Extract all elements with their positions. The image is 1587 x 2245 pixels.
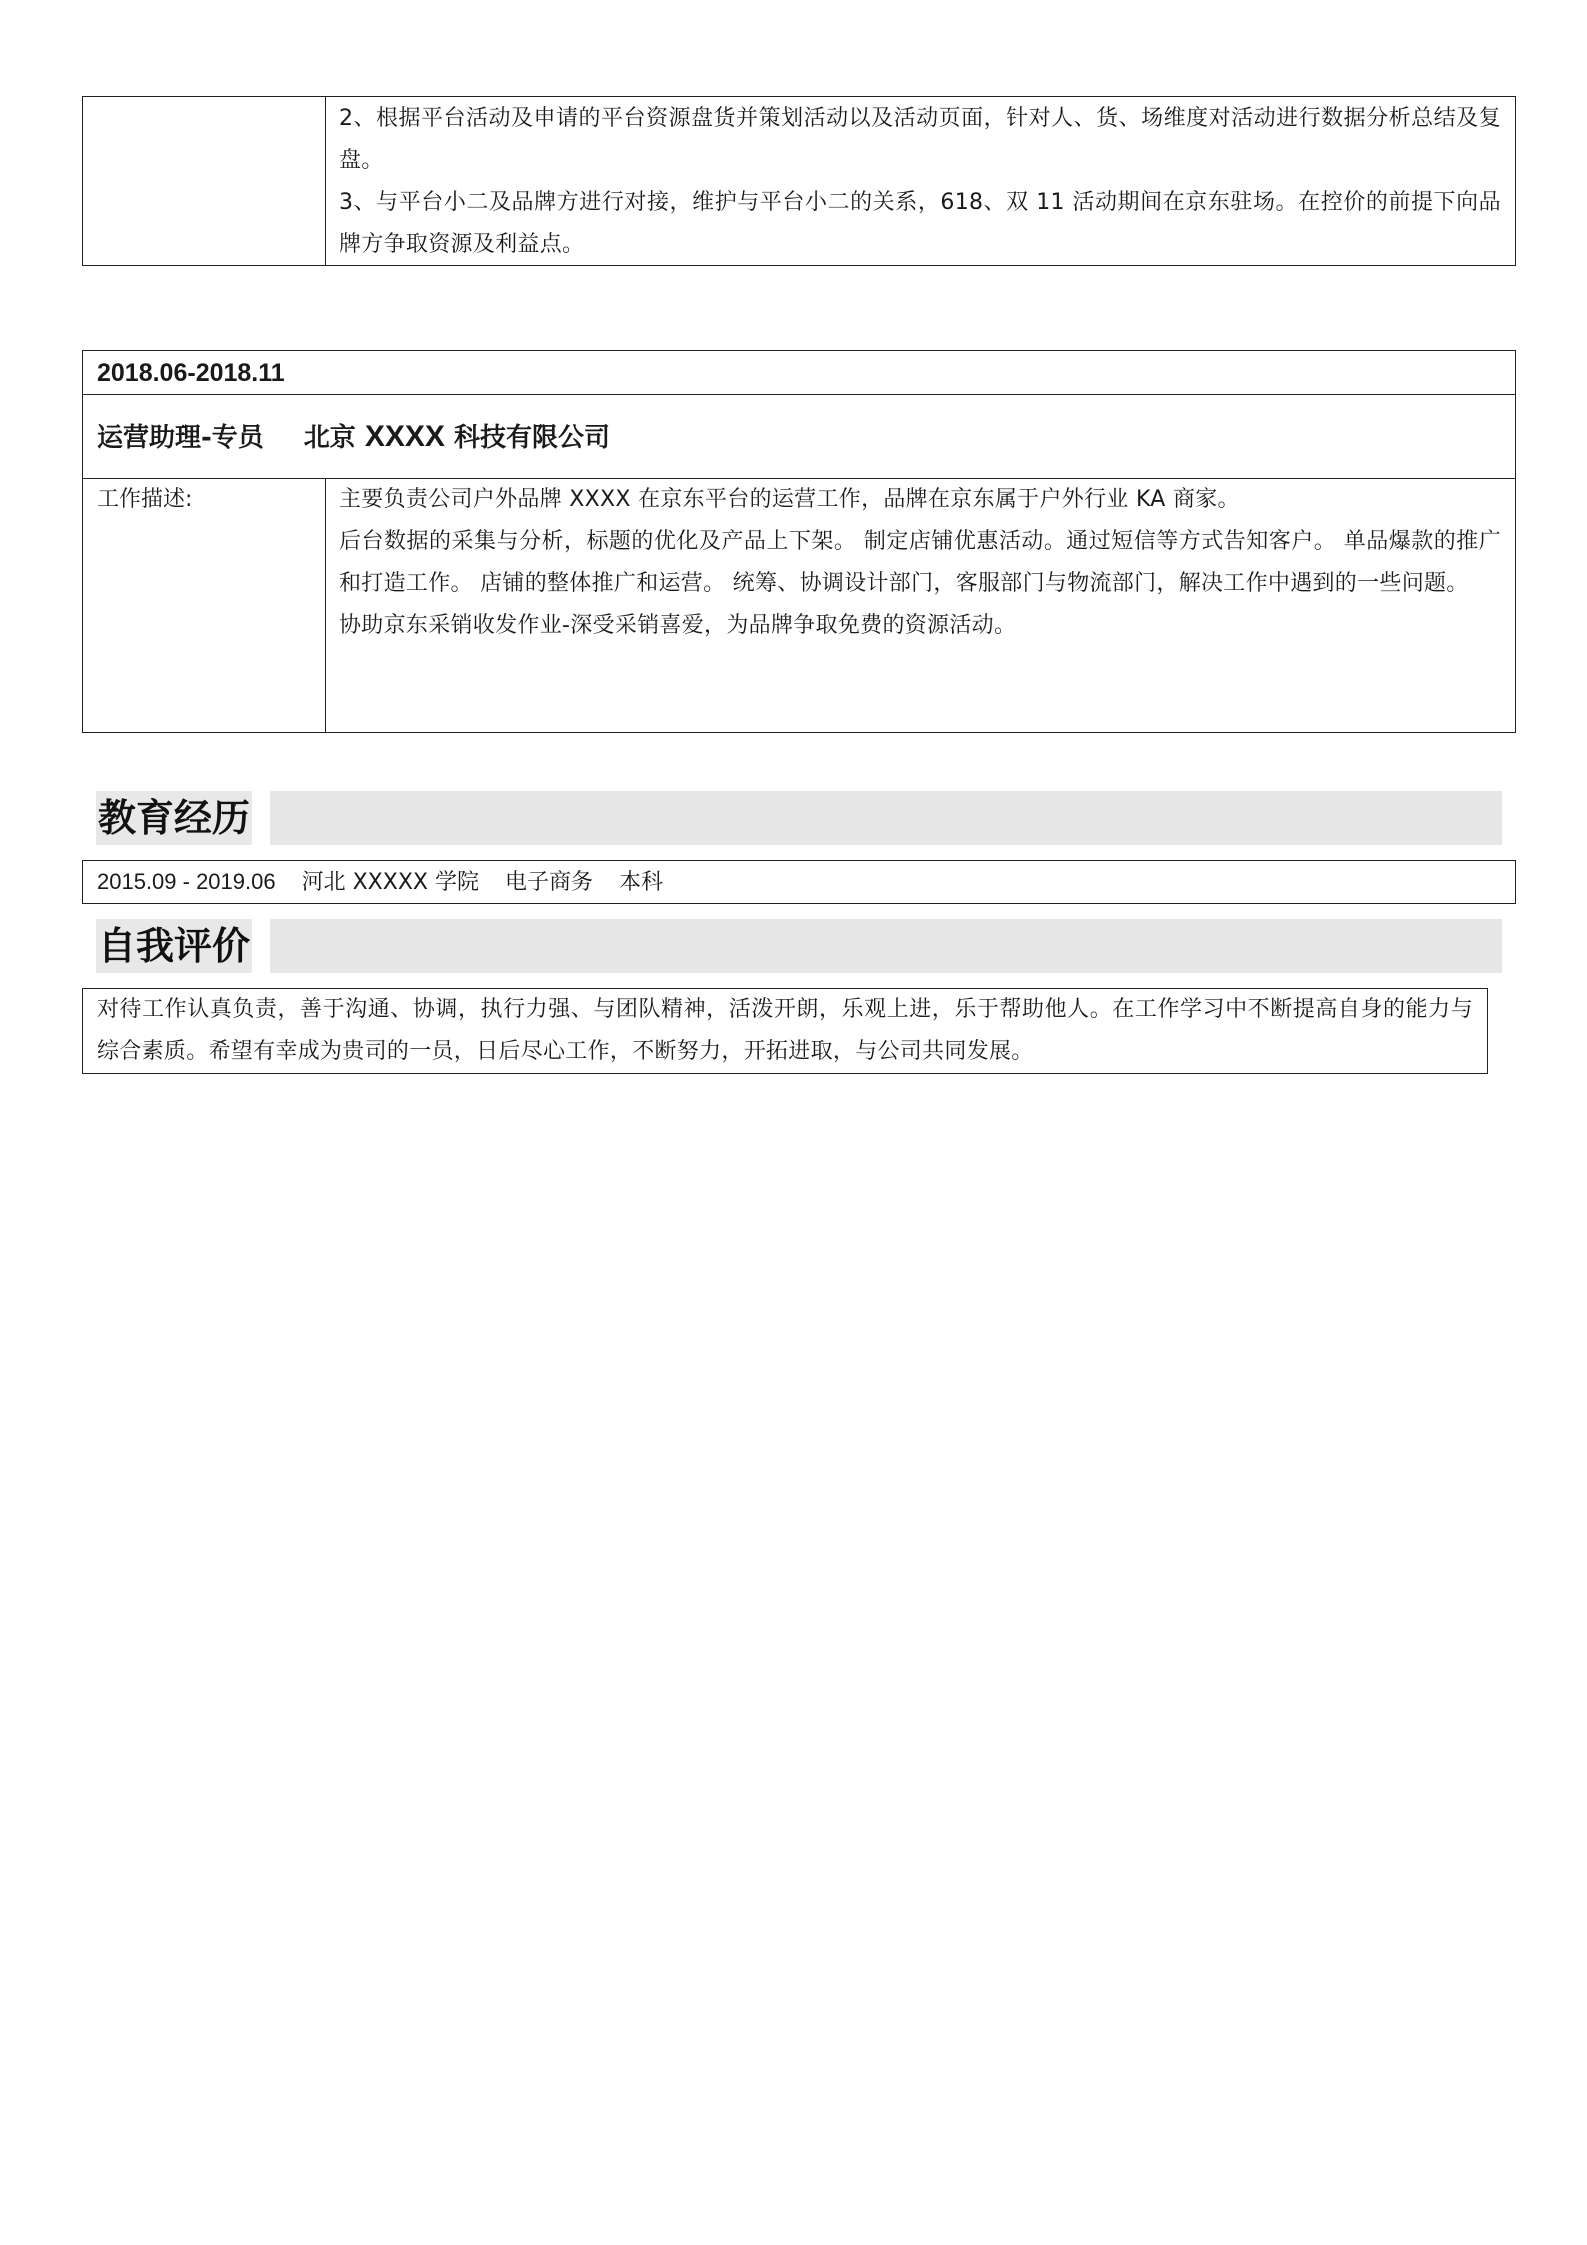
education-degree: 本科 xyxy=(618,870,663,895)
self-evaluation-content xyxy=(97,989,1473,1073)
table-row-divider xyxy=(83,394,1515,395)
description-line: 后台数据的采集与分析，标题的优化及产品上下架。 制定店铺优惠活动。通过短信等方式告知客户。 单品爆款的推广和打造工作。 店铺的整体推广和运营。 统筹、协调设计部门，客服部门与物流部门，解决工作中遇到的一些问题。 xyxy=(339,529,1501,596)
company-suffix: 科技有限公司 xyxy=(453,423,610,453)
self-evaluation-text: 对待工作认真负责，善于沟通、协调，执行力强、与团队精神，活泼开朗，乐观上进，乐于帮助他人。在工作学习中不断提高自身的能力与综合素质。希望有幸成为贵司的一员，日后尽心工作，不断努力，开拓进取，与公司共同发展。 xyxy=(97,997,1473,1064)
self-evaluation-heading: 自我评价 xyxy=(96,919,252,973)
education-major: 电子商务 xyxy=(504,870,593,895)
self-evaluation-box xyxy=(82,988,1488,1074)
company-prefix: 北京 xyxy=(303,423,356,453)
education-period: 2015.09 - 2019.06 xyxy=(97,869,276,894)
description-line: 主要负责公司户外品牌 XXXX 在京东平台的运营工作，品牌在京东属于户外行业 KA 商家。 xyxy=(339,487,1240,512)
previous-job-description xyxy=(339,98,1501,266)
job-date-range: 2018.06-2018.11 xyxy=(97,359,285,387)
company-name-en: XXXX xyxy=(364,420,445,453)
education-line xyxy=(97,865,689,900)
job-description xyxy=(339,479,1501,647)
job-title-line xyxy=(97,420,610,455)
table-column-divider xyxy=(325,97,326,265)
job-experience-table xyxy=(82,350,1516,733)
description-label: 工作描述: xyxy=(97,487,193,512)
education-row xyxy=(82,860,1516,904)
description-line: 协助京东采销收发作业-深受采销喜爱，为品牌争取免费的资源活动。 xyxy=(339,613,1017,638)
self-evaluation-section-header xyxy=(96,919,1502,973)
previous-job-continuation-table xyxy=(82,96,1516,266)
education-heading: 教育经历 xyxy=(96,791,252,845)
table-column-divider xyxy=(325,478,326,732)
description-line: 2、根据平台活动及申请的平台资源盘货并策划活动以及活动页面，针对人、货、场维度对活动进行数据分析总结及复盘。 xyxy=(339,106,1501,173)
description-line: 3、与平台小二及品牌方进行对接，维护与平台小二的关系，618、双 11 活动期间在京东驻场。在控价的前提下向品牌方争取资源及利益点。 xyxy=(339,190,1501,257)
heading-bar xyxy=(270,919,1502,973)
heading-bar xyxy=(270,791,1502,845)
education-school: 河北 XXXXX 学院 xyxy=(301,870,479,895)
education-section-header xyxy=(96,791,1502,845)
job-position: 运营助理-专员 xyxy=(97,423,264,453)
